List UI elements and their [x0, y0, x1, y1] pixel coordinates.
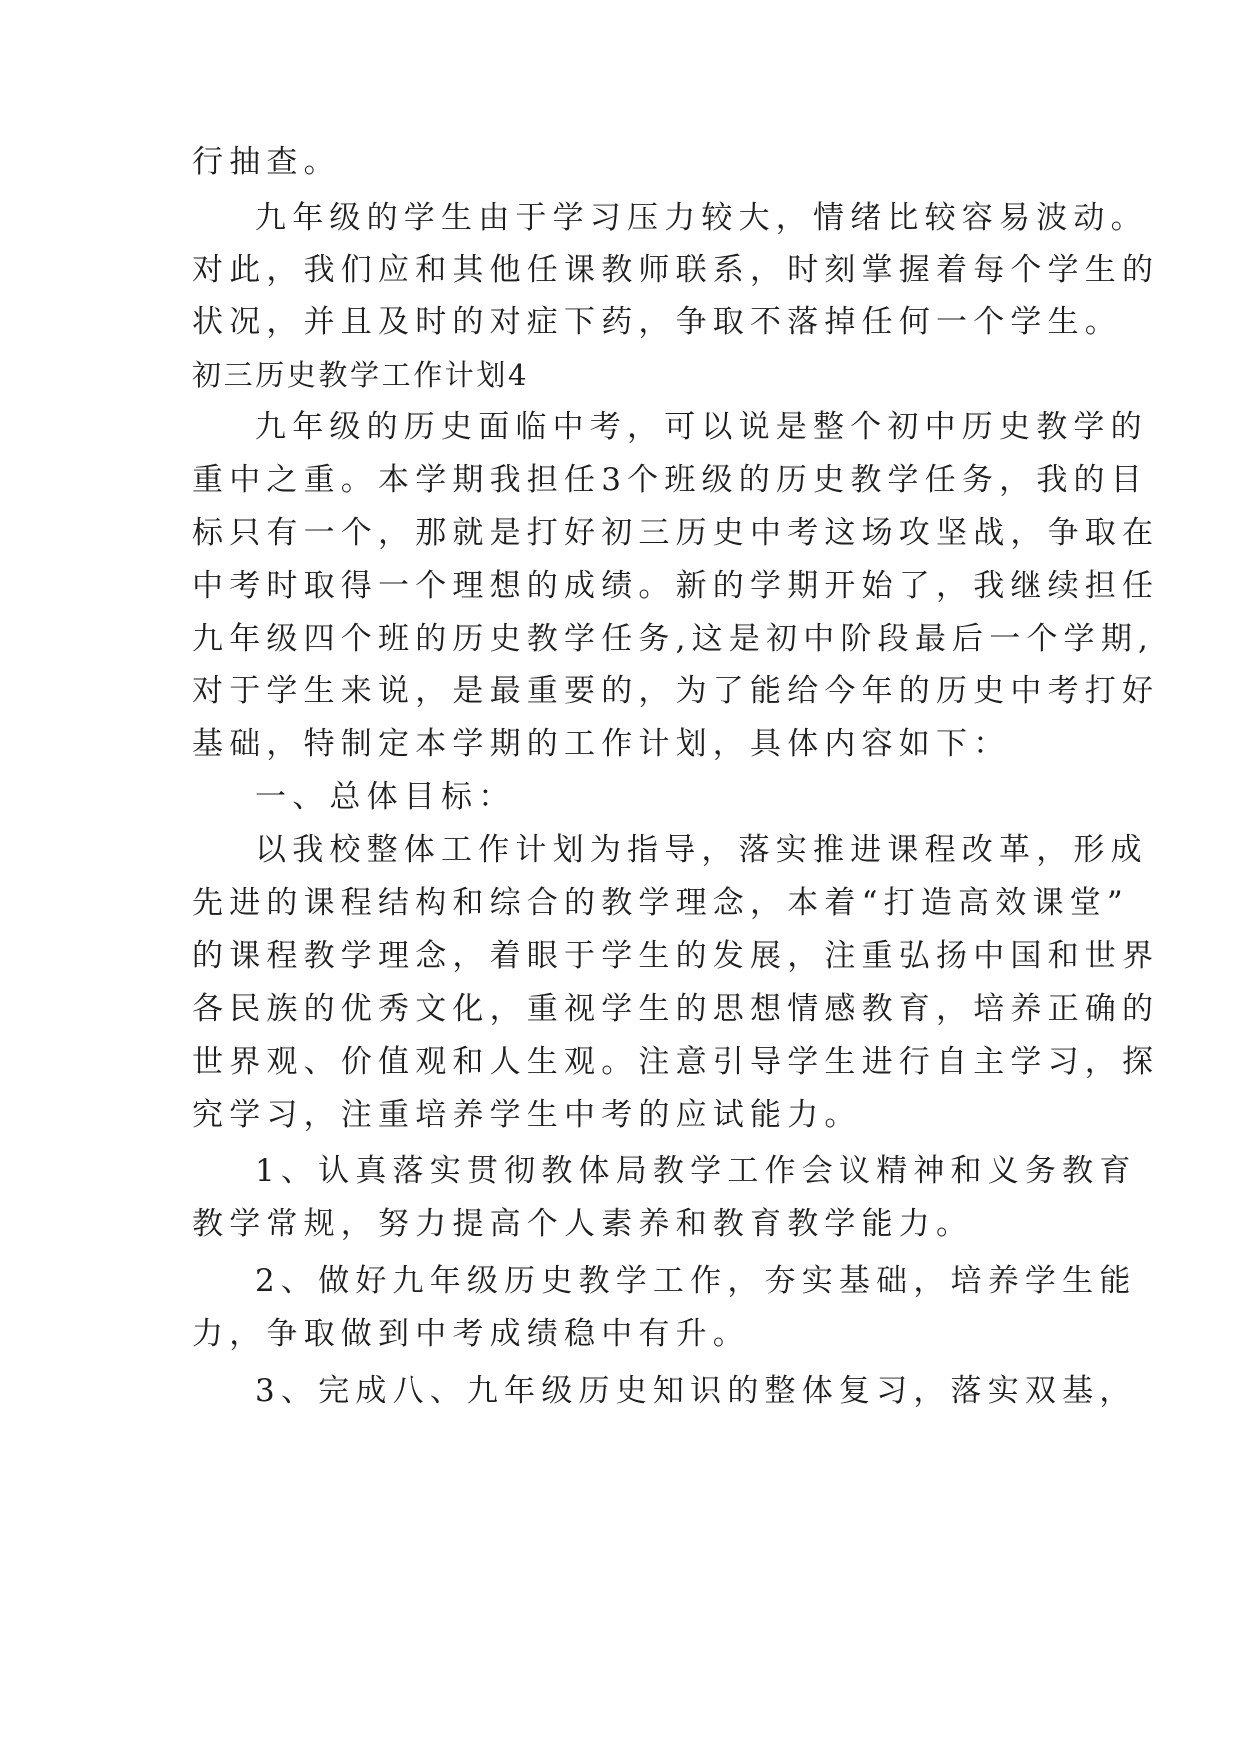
text-line: 九年级四个班的历史教学任务,这是初中阶段最后一个学期, [192, 621, 1155, 657]
text-line: 世界观、价值观和人生观。注意引导学生进行自主学习，探 [192, 1044, 1160, 1080]
text-line: 重中之重。本学期我担任3个班级的历史教学任务，我的目 [192, 462, 1148, 498]
text-line: 状况，并且及时的对症下药，争取不落掉任何一个学生。 [192, 304, 1122, 340]
text-line: 基础，特制定本学期的工作计划，具体内容如下： [192, 726, 1011, 762]
text-line: 力，争取做到中考成绩稳中有升。 [192, 1316, 750, 1352]
section-heading: 初三历史教学工作计划4 [192, 358, 530, 392]
paragraph-line: 九年级的学生由于学习压力较大，情绪比较容易波动。 [255, 200, 1148, 236]
paragraph-line: 以我校整体工作计划为指导，落实推进课程改革，形成 [255, 832, 1148, 868]
list-item-3: 3、完成八、九年级历史知识的整体复习，落实双基， [255, 1373, 1137, 1409]
list-item-1: 1、认真落实贯彻教体局教学工作会议精神和义务教育 [255, 1153, 1137, 1189]
text-line: 对于学生来说，是最重要的，为了能给今年的历史中考打好 [192, 673, 1160, 709]
list-item-2: 2、做好九年级历史教学工作，夯实基础，培养学生能 [255, 1263, 1137, 1299]
text-line: 先进的课程结构和综合的教学理念，本着“打造高效课堂” [192, 885, 1129, 921]
text-line: 教学常规，努力提高个人素养和教育教学能力。 [192, 1206, 974, 1242]
text-line: 对此，我们应和其他任课教师联系，时刻掌握着每个学生的 [192, 252, 1160, 288]
text-line: 行抽查。 [192, 144, 341, 180]
text-line: 的课程教学理念，着眼于学生的发展，注重弘扬中国和世界 [192, 938, 1160, 974]
subheading: 一、总体目标： [255, 779, 516, 815]
paragraph-line: 九年级的历史面临中考，可以说是整个初中历史教学的 [255, 409, 1148, 445]
text-line: 各民族的优秀文化，重视学生的思想情感教育，培养正确的 [192, 991, 1160, 1027]
text-line: 究学习，注重培养学生中考的应试能力。 [192, 1097, 862, 1133]
text-line: 标只有一个，那就是打好初三历史中考这场攻坚战，争取在 [192, 515, 1160, 551]
text-line: 中考时取得一个理想的成绩。新的学期开始了，我继续担任 [192, 568, 1160, 604]
